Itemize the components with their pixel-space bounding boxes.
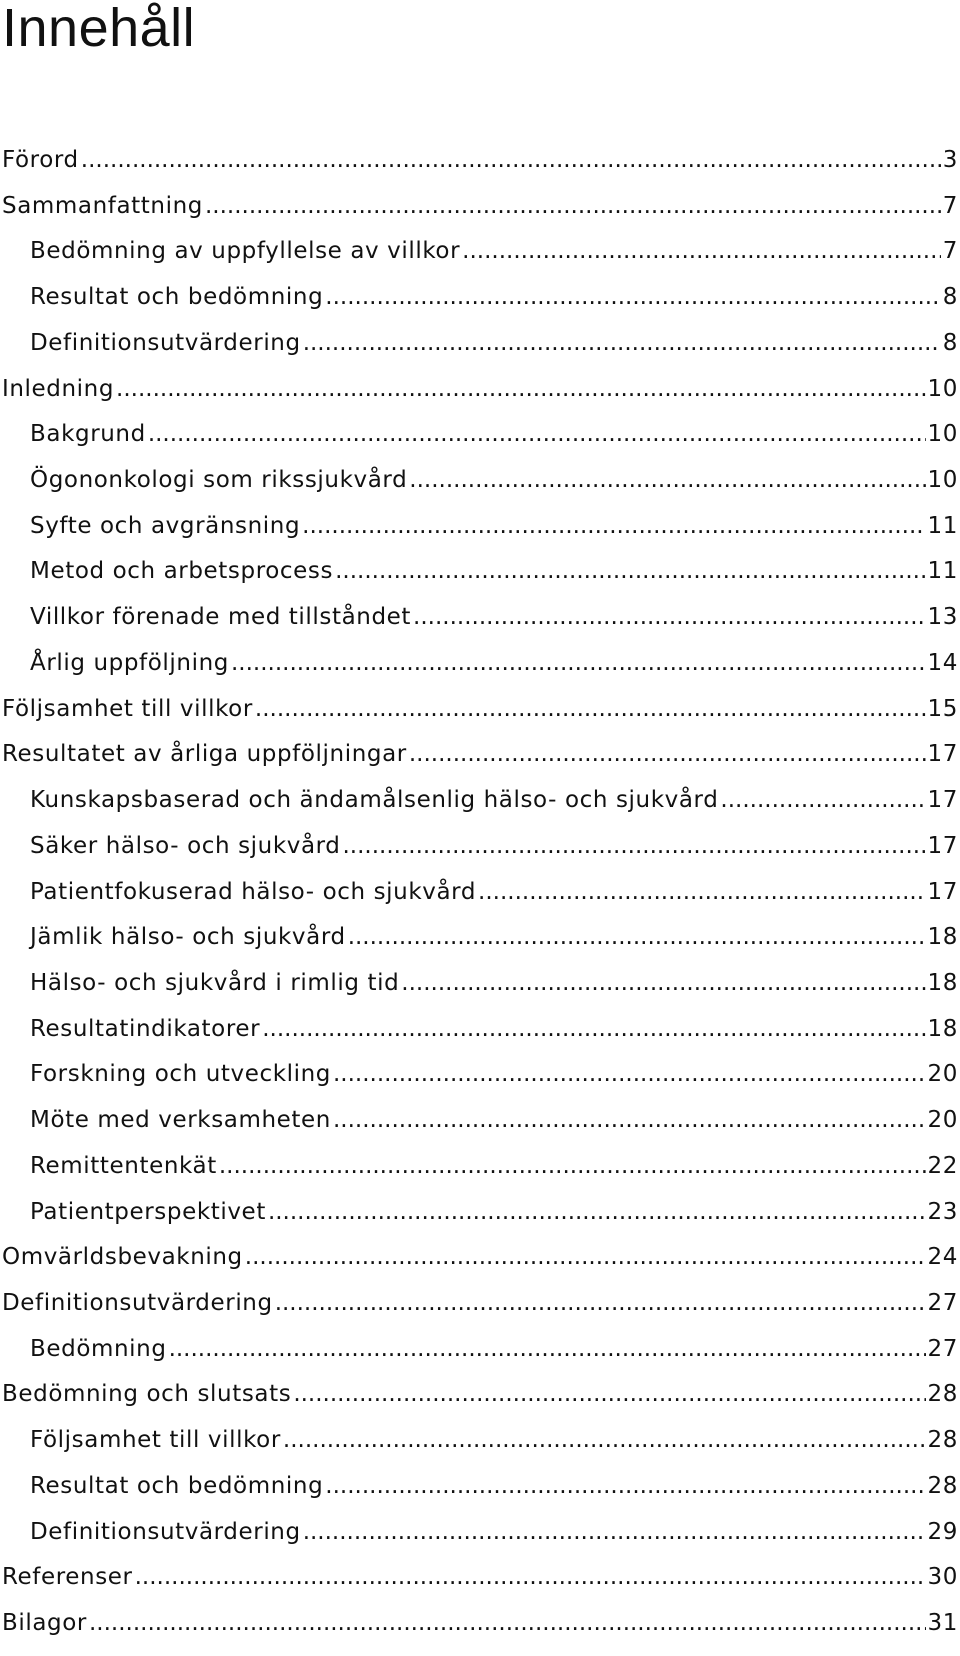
toc-dot-leader: [148, 421, 926, 447]
toc-page-number: 11: [927, 512, 958, 539]
toc-entry[interactable]: [0, 238, 958, 284]
toc-page-number: 10: [927, 375, 958, 402]
toc-entry-title: Hälso- och sjukvård i rimlig tid: [30, 969, 400, 996]
toc-page-number: 20: [927, 1107, 958, 1134]
toc-dot-leader: [343, 833, 926, 859]
toc-entry-title: Forskning och utveckling: [30, 1061, 331, 1088]
toc-entry-title: Möte med verksamheten: [30, 1107, 331, 1134]
toc-entry-title: Jämlik hälso- och sjukvård: [30, 924, 346, 951]
toc-page-number: 20: [927, 1061, 958, 1088]
toc-entry-title: Patientperspektivet: [30, 1198, 266, 1225]
toc-page-number: 18: [927, 924, 958, 951]
toc-entry-title: Följsamhet till villkor: [2, 695, 253, 722]
toc-entry-title: Ögononkologi som rikssjukvård: [30, 467, 408, 494]
toc-page-number: 28: [927, 1381, 958, 1408]
toc-dot-leader: [231, 650, 926, 676]
toc-entry-title: Kunskapsbaserad och ändamålsenlig hälso- och sjukvård: [30, 787, 719, 814]
toc-entry[interactable]: [0, 787, 958, 833]
toc-entry-title: Resultatet av årliga uppföljningar: [2, 741, 407, 768]
table-of-contents: [0, 147, 958, 1656]
toc-page-number: 28: [927, 1427, 958, 1454]
toc-dot-leader: [302, 513, 925, 539]
toc-entry[interactable]: [0, 741, 958, 787]
toc-entry[interactable]: [0, 879, 958, 925]
toc-page-number: 8: [942, 329, 958, 356]
toc-page-number: 15: [927, 695, 958, 722]
toc-dot-leader: [720, 787, 925, 813]
toc-entry[interactable]: [0, 558, 958, 604]
toc-page-number: 27: [927, 1335, 958, 1362]
toc-page-number: 10: [927, 467, 958, 494]
toc-dot-leader: [219, 1153, 926, 1179]
toc-page-number: 28: [927, 1472, 958, 1499]
toc-entry-title: Villkor förenade med tillståndet: [30, 604, 412, 631]
toc-entry[interactable]: [0, 1107, 958, 1153]
toc-entry[interactable]: [0, 376, 958, 422]
toc-dot-leader: [169, 1336, 926, 1362]
toc-entry[interactable]: [0, 284, 958, 330]
toc-entry[interactable]: [0, 1381, 958, 1427]
toc-page-number: 17: [927, 741, 958, 768]
toc-dot-leader: [205, 193, 941, 219]
toc-dot-leader: [325, 284, 941, 310]
toc-entry[interactable]: [0, 1427, 958, 1473]
toc-page-number: 27: [927, 1289, 958, 1316]
toc-entry[interactable]: [0, 650, 958, 696]
toc-page-number: 18: [927, 969, 958, 996]
toc-entry[interactable]: [0, 604, 958, 650]
toc-page-number: 11: [927, 558, 958, 585]
toc-dot-leader: [135, 1564, 926, 1590]
toc-page-number: 7: [942, 192, 958, 219]
toc-entry[interactable]: [0, 147, 958, 193]
toc-entry[interactable]: [0, 1564, 958, 1610]
toc-dot-leader: [413, 604, 925, 630]
toc-page-number: 22: [927, 1152, 958, 1179]
toc-entry[interactable]: [0, 421, 958, 467]
toc-page-number: 29: [927, 1518, 958, 1545]
toc-entry-title: Resultat och bedömning: [30, 284, 324, 311]
toc-entry[interactable]: [0, 1473, 958, 1519]
toc-page-number: 30: [927, 1564, 958, 1591]
toc-entry[interactable]: [0, 1244, 958, 1290]
toc-dot-leader: [116, 376, 925, 402]
toc-dot-leader: [333, 1107, 926, 1133]
toc-entry-title: Bedömning: [30, 1335, 167, 1362]
toc-entry[interactable]: [0, 1016, 958, 1062]
toc-page-number: 17: [927, 787, 958, 814]
toc-dot-leader: [283, 1427, 926, 1453]
toc-dot-leader: [255, 696, 926, 722]
toc-dot-leader: [409, 467, 925, 493]
toc-dot-leader: [335, 558, 925, 584]
toc-dot-leader: [348, 924, 926, 950]
toc-entry[interactable]: [0, 193, 958, 239]
toc-entry[interactable]: [0, 970, 958, 1016]
toc-entry[interactable]: [0, 1061, 958, 1107]
toc-entry-title: Patientfokuserad hälso- och sjukvård: [30, 878, 477, 905]
toc-page-number: 3: [942, 147, 958, 173]
toc-entry[interactable]: [0, 1519, 958, 1565]
toc-dot-leader: [275, 1290, 926, 1316]
toc-page-number: 23: [927, 1198, 958, 1225]
toc-entry-title: Definitionsutvärdering: [30, 329, 301, 356]
toc-entry-title: Följsamhet till villkor: [30, 1427, 281, 1454]
toc-page-number: 24: [927, 1244, 958, 1271]
toc-entry-title: Inledning: [2, 375, 115, 402]
toc-page-number: 10: [927, 421, 958, 448]
toc-dot-leader: [333, 1061, 926, 1087]
toc-dot-leader: [462, 238, 941, 264]
toc-entry-title: Bedömning av uppfyllelse av villkor: [30, 238, 461, 265]
toc-entry-title: Referenser: [2, 1564, 133, 1591]
toc-dot-leader: [262, 1016, 925, 1042]
toc-dot-leader: [81, 147, 941, 173]
toc-entry-title: Remittentenkät: [30, 1152, 217, 1179]
toc-entry-title: Säker hälso- och sjukvård: [30, 832, 341, 859]
toc-entry[interactable]: [0, 1199, 958, 1245]
toc-entry[interactable]: [0, 833, 958, 879]
toc-page-number: 7: [942, 238, 958, 265]
toc-dot-leader: [303, 330, 941, 356]
toc-entry[interactable]: [0, 467, 958, 513]
toc-page-number: 17: [927, 832, 958, 859]
toc-entry-title: Metod och arbetsprocess: [30, 558, 334, 585]
toc-dot-leader: [268, 1199, 926, 1225]
toc-entry[interactable]: [0, 1290, 958, 1336]
toc-entry-title: Bedömning och slutsats: [2, 1381, 292, 1408]
toc-entry[interactable]: [0, 1610, 958, 1656]
toc-entry-title: Bakgrund: [30, 421, 146, 448]
toc-entry-title: Resultat och bedömning: [30, 1472, 324, 1499]
toc-entry-title: Resultatindikatorer: [30, 1015, 261, 1042]
toc-dot-leader: [293, 1381, 925, 1407]
toc-entry[interactable]: [0, 1336, 958, 1382]
toc-entry[interactable]: [0, 330, 958, 376]
toc-dot-leader: [303, 1519, 926, 1545]
toc-entry-title: Omvärldsbevakning: [2, 1244, 243, 1271]
toc-page-number: 18: [927, 1015, 958, 1042]
toc-page-number: 17: [927, 878, 958, 905]
toc-dot-leader: [401, 970, 925, 996]
toc-page-number: 13: [927, 604, 958, 631]
toc-page-number: 8: [942, 284, 958, 311]
toc-page-number: 31: [927, 1610, 958, 1636]
toc-dot-leader: [89, 1610, 926, 1636]
toc-dot-leader: [409, 741, 926, 767]
toc-entry[interactable]: [0, 1153, 958, 1199]
toc-entry[interactable]: [0, 924, 958, 970]
toc-entry-title: Syfte och avgränsning: [30, 512, 301, 539]
toc-entry-title: Definitionsutvärdering: [2, 1289, 273, 1316]
page-title: Innehåll: [2, 0, 196, 58]
toc-entry[interactable]: [0, 513, 958, 559]
toc-dot-leader: [325, 1473, 925, 1499]
toc-entry-title: Förord: [2, 147, 79, 173]
toc-entry-title: Årlig uppföljning: [30, 649, 229, 676]
toc-entry-title: Bilagor: [2, 1610, 87, 1636]
toc-entry-title: Definitionsutvärdering: [30, 1518, 301, 1545]
toc-dot-leader: [245, 1244, 926, 1270]
toc-page-number: 14: [927, 649, 958, 676]
toc-entry-title: Sammanfattning: [2, 192, 203, 219]
toc-entry[interactable]: [0, 696, 958, 742]
toc-dot-leader: [478, 879, 926, 905]
